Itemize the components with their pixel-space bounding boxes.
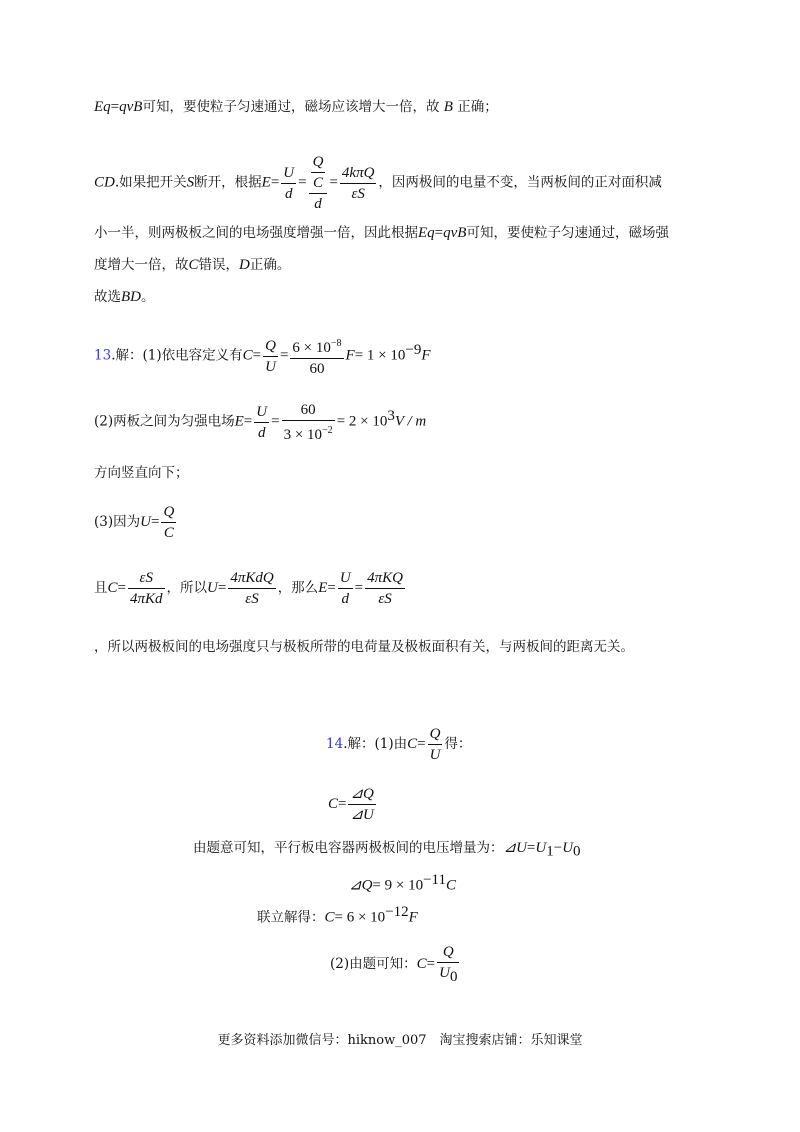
numerator: U: [254, 402, 269, 423]
mantissa: 3 × 10: [283, 426, 323, 443]
eq-rhs: qvB: [119, 99, 143, 115]
text: 可知，要使粒子匀速通过，磁场强: [466, 225, 669, 241]
denominator: d: [341, 591, 349, 607]
p12-answer: [94, 287, 155, 307]
var-s: S: [186, 174, 195, 191]
delta-u: ⊿U: [503, 840, 527, 856]
text: (3)因为: [94, 514, 141, 530]
value: = 9 × 10: [372, 877, 424, 894]
p12-line-3: 小一半，则两极板之间的电场强度增强一倍，因此根据Eq=qvB可知，要使粒子匀速通过，磁场强: [94, 225, 669, 241]
var-u1: U: [535, 840, 547, 856]
exponent: −8: [330, 337, 342, 349]
unit-f: F: [408, 909, 418, 926]
var-u: U: [140, 514, 151, 530]
denominator: 60: [309, 360, 325, 377]
var-c: C: [324, 909, 335, 926]
var-u0: U: [562, 840, 574, 856]
var-c: C: [188, 257, 199, 273]
text: 错误，: [198, 257, 240, 273]
denominator: U: [265, 358, 276, 375]
exponent: −12: [385, 904, 409, 920]
eq-lhs: Eq: [94, 99, 111, 115]
p12-line-4: [94, 255, 290, 275]
denominator: [437, 963, 459, 987]
p14-formula: C= $\frac{⊿Q}{⊿U}$: [328, 786, 374, 823]
fraction-q-over-u: [263, 336, 278, 377]
p12-line-1: [94, 97, 498, 117]
problem-number: 14: [326, 736, 344, 752]
fraction-q-over-u0: [437, 942, 459, 987]
p13-direction: [94, 463, 189, 483]
fraction-u-over-d: [338, 568, 353, 609]
denominator: U: [429, 747, 441, 763]
numerator: Q: [263, 336, 278, 357]
denominator: d: [257, 424, 266, 441]
subscript: 0: [449, 969, 458, 985]
denominator: 4πKd: [129, 591, 163, 607]
fraction-value: [282, 400, 335, 445]
text: 正确；: [457, 99, 498, 115]
problem-number: 13: [94, 347, 112, 364]
fraction-u-over-d: [281, 163, 296, 204]
var-c: C: [107, 580, 118, 596]
denominator: [282, 421, 335, 445]
inner-den: C: [313, 175, 324, 191]
unit-c: C: [445, 877, 456, 894]
exponent: −2: [322, 424, 333, 436]
p14-part-1: 14.解：(1)由C= $\frac{Q}{U}$ 得：: [326, 726, 472, 763]
fraction-value: [290, 334, 343, 379]
text: (2)两板之间为匀强电场: [94, 413, 235, 430]
fraction-4pikq-over-es: [365, 568, 405, 609]
denominator: εS: [378, 591, 392, 607]
var-u: U: [207, 580, 218, 596]
var-c: C: [242, 347, 253, 364]
fraction-q-over-u: [428, 724, 443, 765]
var-e: E: [261, 174, 271, 191]
numerator: 60: [282, 400, 335, 421]
text: 由题意可知，平行板电容器两极板间的电压增量为：: [193, 840, 504, 856]
p14-voltage-increase: 由题意可知，平行板电容器两极板间的电压增量为：$⊿U=U_1-U_0$: [193, 840, 581, 860]
fraction-4pikdq-over-es: [228, 568, 275, 609]
inner-num: Q: [311, 152, 326, 173]
delta-q: ⊿Q: [349, 877, 373, 894]
fraction-u-over-d: [254, 402, 269, 443]
text: .解：: [111, 347, 143, 364]
fraction-4kq-over-es: [340, 163, 377, 204]
unit-f: F: [421, 347, 431, 364]
denominator: C: [163, 525, 174, 541]
text: 度增大一倍，故: [94, 257, 189, 273]
var-e: E: [234, 413, 244, 430]
numerator: Q: [437, 942, 459, 963]
p14-part-2: (2)由题可知：C= $\frac{Q}{U_0}$: [330, 944, 458, 985]
text: (1)依电容定义有: [142, 347, 243, 364]
text: 正确。: [249, 257, 291, 273]
numerator: 4kπQ: [340, 163, 377, 184]
numerator: [290, 334, 343, 359]
fraction-qc-over-d: [309, 152, 328, 214]
eq-rhs: qvB: [443, 225, 467, 241]
text: 且: [94, 580, 108, 596]
unit: V / m: [394, 413, 427, 430]
subscript: 0: [573, 843, 581, 860]
text: 故选: [94, 289, 121, 305]
answer: BD: [121, 289, 141, 305]
p13-part-1: 13.解：(1)依电容定义有C= $\frac{Q}{U}$ = $\frac{6 \times 10^{-8}}{60}$ $F= 1 \times 10^{-9}F$: [94, 328, 431, 372]
var-c: C: [407, 736, 418, 752]
equals: =: [110, 99, 120, 115]
text: (1)由: [374, 736, 408, 752]
text: ，所以两极板间的电场强度只与极板所带的电荷量及极板面积有关，与两板间的距离无关。: [94, 639, 634, 655]
text: 可知，要使粒子匀速通过，磁场应该增大一倍，故: [142, 99, 440, 115]
exponent: 3: [387, 408, 395, 424]
footer-text: 更多资料添加微信号：hiknow_007 淘宝搜索店铺：乐知课堂: [217, 1033, 583, 1048]
exponent: −9: [405, 342, 422, 358]
denominator: ⊿U: [350, 807, 374, 823]
var-u: U: [439, 965, 450, 981]
text: 断开，根据: [194, 174, 262, 191]
var-cd: CD: [94, 174, 115, 191]
text: (2)由题可知：: [330, 956, 417, 972]
unit-f: F: [345, 347, 355, 364]
denominator: d: [314, 196, 322, 212]
result: = 1 × 10: [354, 347, 406, 364]
text: ，因两极间的电量不变，当两板间的正对面积减: [378, 174, 662, 191]
var-c: C: [328, 796, 339, 812]
numerator: εS: [128, 568, 165, 589]
subscript: 1: [546, 843, 554, 860]
fraction-es-over-4pikd: [128, 568, 165, 609]
numerator: [309, 152, 328, 194]
var-d: D: [239, 257, 250, 273]
exponent: −11: [423, 872, 446, 888]
numerator: Q: [161, 502, 176, 523]
p14-charge-increase: [349, 870, 456, 896]
fraction-q-over-c: [161, 502, 176, 543]
p13-part-2: (2)两板之间为匀强电场E= $\frac{U}{d}$ = $\frac{60}{3 \times 10^{-2}}$ = $2 \times 10^3V / m$: [94, 401, 427, 443]
text: 。: [141, 289, 155, 305]
fraction-dq-over-du: [348, 784, 375, 825]
text: .解：: [343, 736, 375, 752]
eq-lhs: Eq: [418, 225, 435, 241]
value: = 6 × 10: [334, 909, 386, 926]
text: ，所以: [166, 580, 208, 596]
var-e: E: [318, 580, 328, 596]
text: .如果把开关: [114, 174, 187, 191]
denominator: d: [284, 185, 293, 202]
p13-part-3: (3)因为U= $\frac{Q}{C}$: [94, 504, 175, 541]
numerator: 4πKQ: [365, 568, 405, 589]
mantissa: 6 × 10: [292, 339, 331, 356]
numerator: ⊿Q: [348, 784, 375, 805]
text: ，那么: [277, 580, 319, 596]
denominator: εS: [351, 185, 365, 202]
numerator: 4πKdQ: [228, 568, 275, 589]
denominator: εS: [245, 591, 259, 607]
p12-line-2: CD.如果把开关S断开，根据E= $\frac{U}{d}$ = $\frac{\frac{Q}{C}}{d}$ = $\frac{\text{4kπQ}}{\varepsilon S}$ ，因两极间的电量不变，当两板间的正对面积减: [94, 154, 662, 212]
text: 得：: [444, 736, 472, 752]
p13-conclusion: [94, 637, 634, 657]
result: = 2 × 10: [336, 413, 388, 430]
p13-part-3-cont: 且C= $\frac{\varepsilon S}{\text{4πKd}}$ ，所以U= $\frac{\text{4πKdQ}}{\varepsilon S}$ ，那么E= $\frac{U}{d}$ = $\frac{\text{4πKQ}}{\varepsilon S}$: [94, 570, 403, 607]
p14-solution: [257, 902, 418, 928]
numerator: U: [281, 163, 296, 184]
var-b: B: [443, 99, 453, 115]
var-c: C: [416, 956, 427, 972]
text: 小一半，则两极板之间的电场强度增强一倍，因此根据: [94, 225, 418, 241]
text: 联立解得：: [257, 909, 325, 926]
page-footer: [0, 1031, 800, 1051]
text: 方向竖直向下；: [94, 465, 189, 481]
numerator: Q: [428, 724, 443, 745]
numerator: U: [338, 568, 353, 589]
